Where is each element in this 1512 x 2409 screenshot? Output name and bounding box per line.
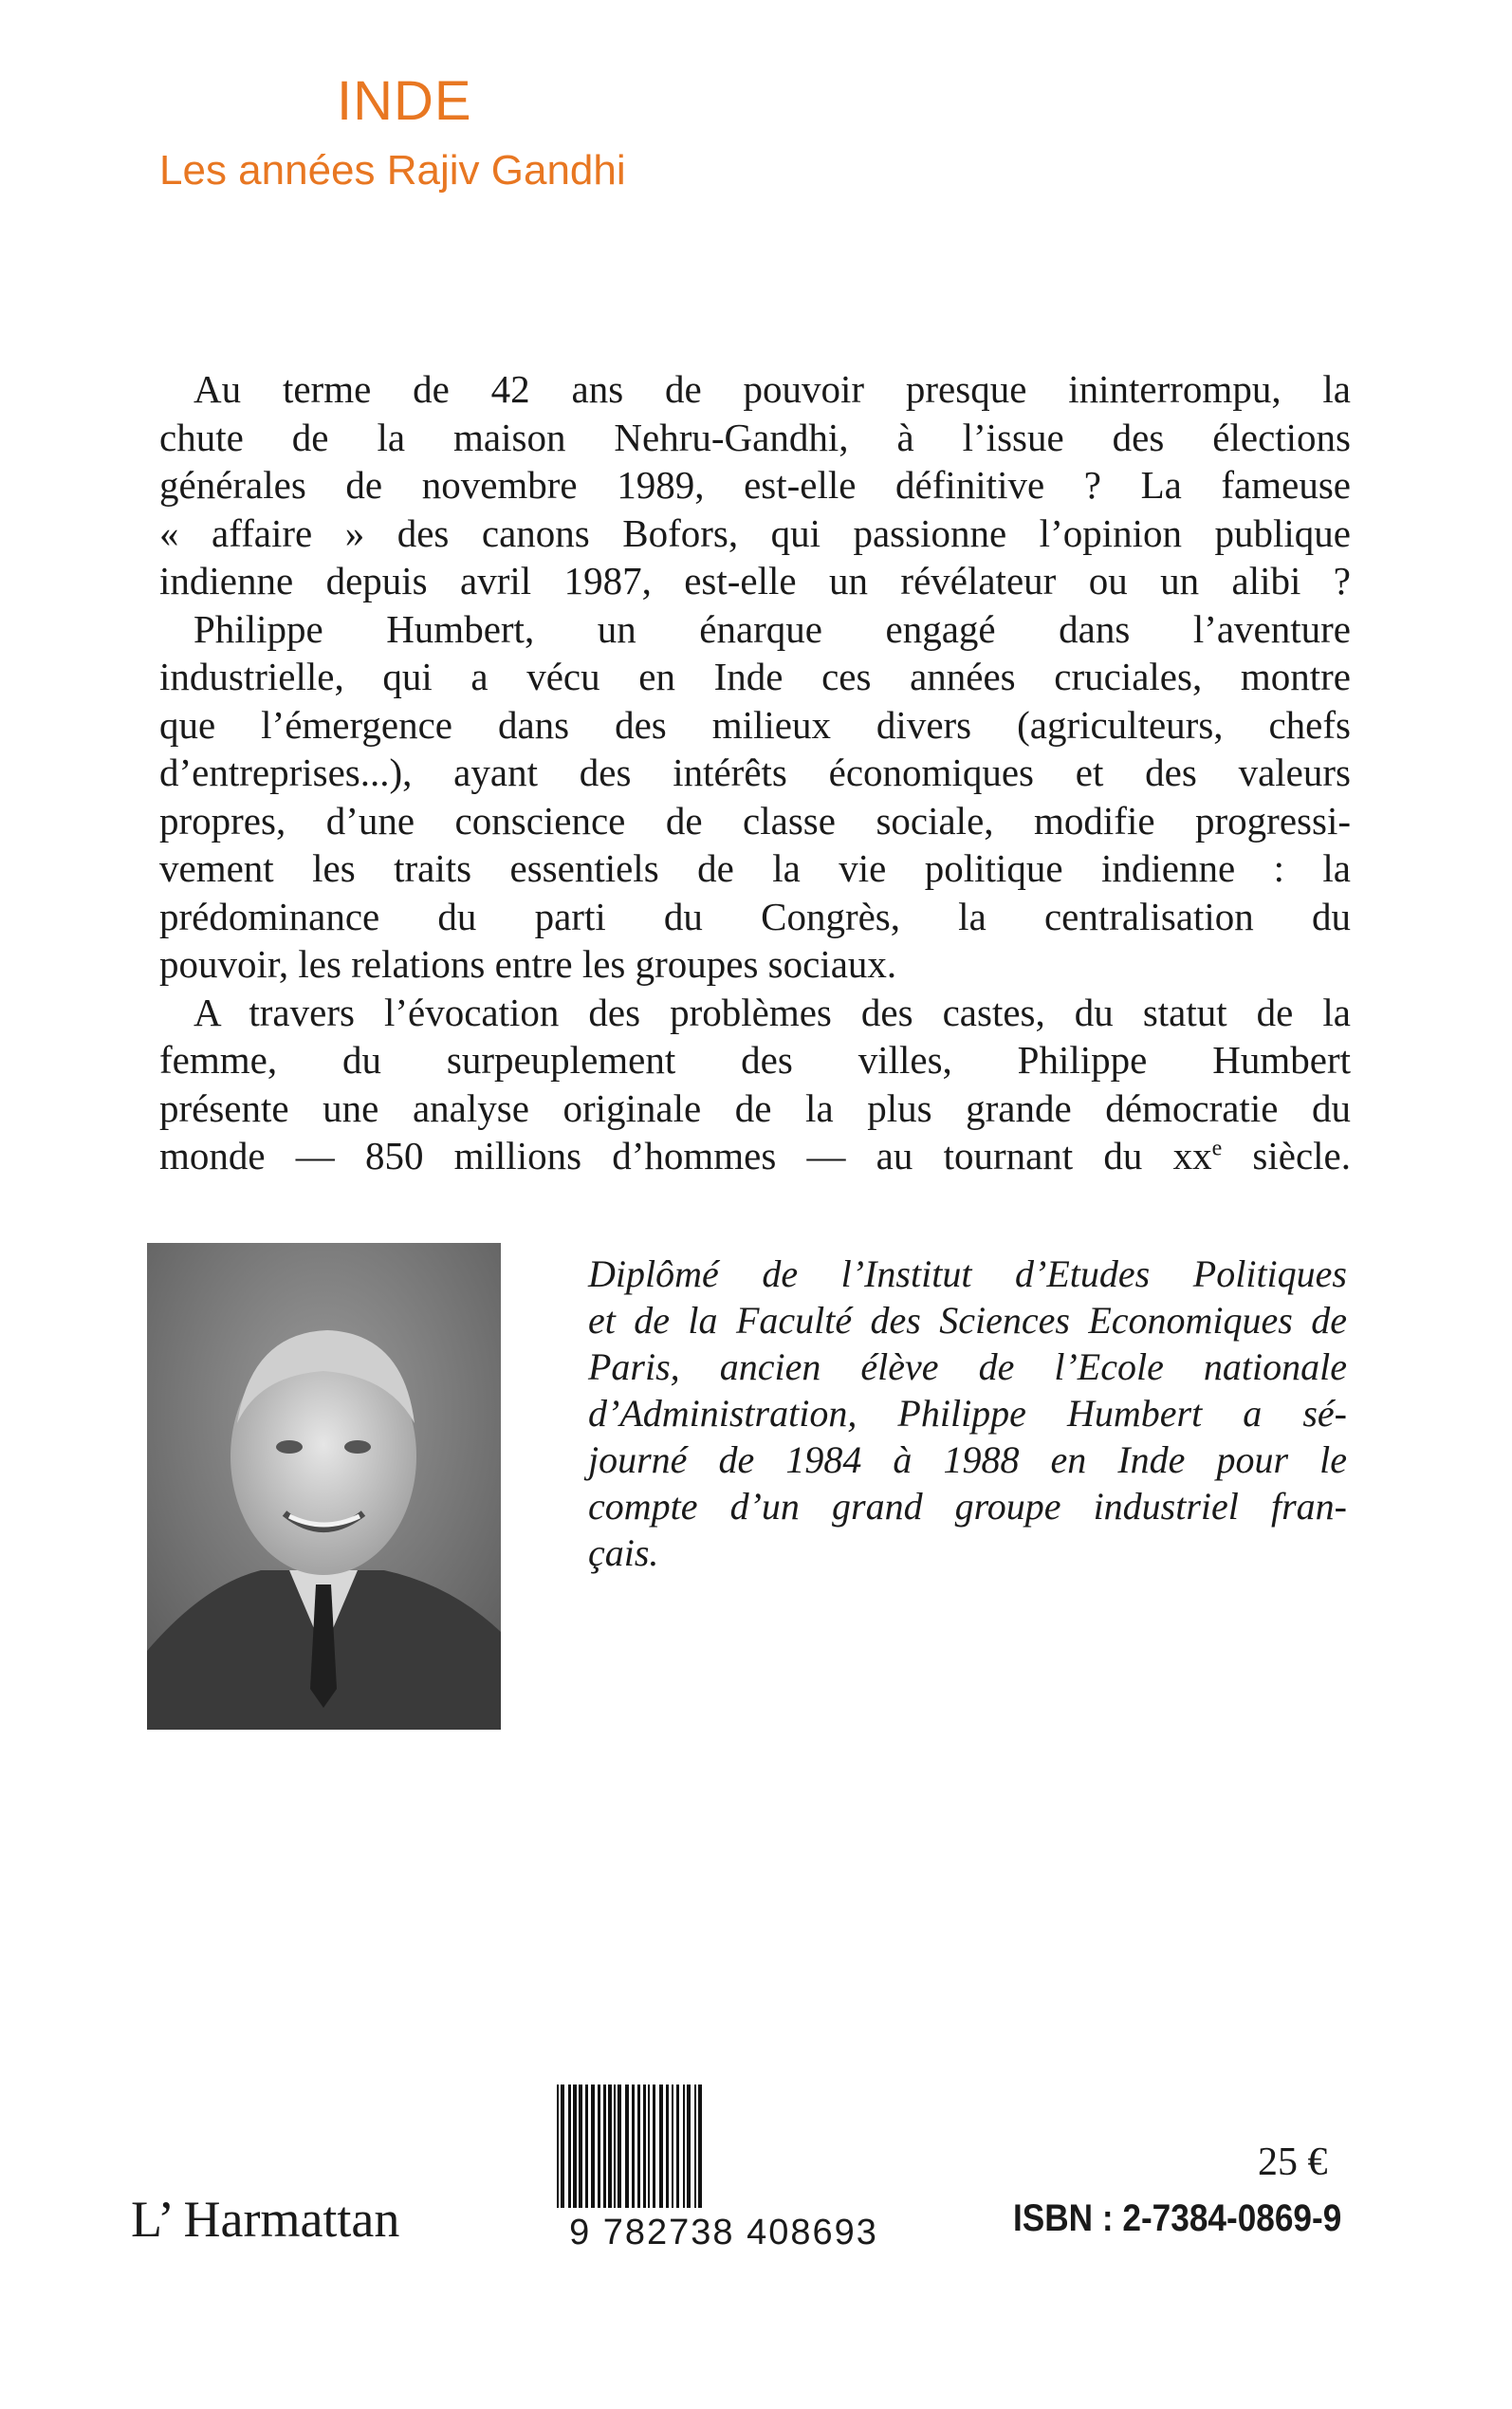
- summary-line: pouvoir, les relations entre les groupes sociaux.: [159, 942, 897, 986]
- book-subtitle: Les années Rajiv Gandhi: [159, 147, 626, 194]
- barcode-bar: [643, 2085, 646, 2208]
- summary-line: « affaire » des canons Bofors, qui passionne l’opinion publique: [159, 510, 1351, 555]
- barcode-bar: [666, 2085, 669, 2208]
- summary-line: vement les traits essentiels de la vie politique indienne : la: [159, 846, 1351, 890]
- barcode-bar: [579, 2085, 582, 2208]
- barcode-bar: [672, 2085, 673, 2208]
- barcode-bar: [648, 2085, 650, 2208]
- barcode-bar: [637, 2085, 640, 2208]
- bio-line: Diplômé de l’Institut d’Etudes Politiques: [588, 1252, 1347, 1295]
- isbn: ISBN : 2-7384-0869-9: [1013, 2197, 1342, 2239]
- bio-line: journé de 1984 à 1988 en Inde pour le: [588, 1438, 1347, 1481]
- author-photo: [147, 1243, 501, 1730]
- summary-line: indienne depuis avril 1987, est-elle un révélateur ou un alibi ?: [159, 559, 1351, 602]
- price: 25 €: [1258, 2140, 1328, 2184]
- barcode-bar: [614, 2085, 616, 2208]
- bio-line: Paris, ancien élève de l’Ecole nationale: [588, 1345, 1347, 1388]
- barcode-bar: [632, 2085, 635, 2208]
- summary-line: Au terme de 42 ans de pouvoir presque ininterrompu, la: [194, 367, 1351, 411]
- author-portrait-icon: [147, 1243, 501, 1730]
- summary-line: prédominance du parti du Congrès, la centralisation du: [159, 894, 1351, 938]
- summary-line: industrielle, qui a vécu en Inde ces années cruciales, montre: [159, 655, 1351, 698]
- summary-text: [159, 365, 1351, 1180]
- author-bio: [588, 1251, 1347, 1576]
- barcode-bar: [694, 2085, 696, 2208]
- barcode-bar: [561, 2085, 564, 2208]
- summary-line: Philippe Humbert, un énarque engagé dans l’aventure: [194, 606, 1351, 651]
- barcode-bar: [603, 2085, 606, 2208]
- barcode-bar: [676, 2085, 679, 2208]
- barcode-bar: [659, 2085, 663, 2208]
- barcode-bar: [598, 2085, 600, 2208]
- summary-last-line: monde — 850 millions d’hommes — au tournant du $xx^e$ siècle.: [159, 1134, 1351, 1177]
- bio-line: et de la Faculté des Sciences Economiques de: [588, 1299, 1347, 1342]
- barcode-bar: [683, 2085, 685, 2208]
- barcode-bar: [687, 2085, 691, 2208]
- bio-line: d’Administration, Philippe Humbert a sé-: [588, 1392, 1347, 1435]
- summary-line: que l’émergence dans des milieux divers (agriculteurs, chefs: [159, 702, 1351, 747]
- barcode-bar: [698, 2085, 702, 2208]
- summary-line: A travers l’évocation des problèmes des castes, du statut de la: [194, 990, 1351, 1034]
- barcode-bar: [653, 2085, 655, 2208]
- barcode-bar: [591, 2085, 595, 2208]
- publisher-name: L’ Harmattan: [131, 2191, 400, 2248]
- summary-line: d’entreprises...), ayant des intérêts économiques et des valeurs: [159, 750, 1351, 794]
- bio-line: compte d’un grand groupe industriel fran-: [588, 1485, 1347, 1528]
- bio-line: çais.: [588, 1531, 659, 1574]
- summary-line: propres, d’une conscience de classe sociale, modifie progressi-: [159, 798, 1351, 843]
- book-title: INDE: [337, 70, 472, 132]
- summary-line: chute de la maison Nehru-Gandhi, à l’issue des élections: [159, 415, 1351, 459]
- barcode-bar: [625, 2085, 629, 2208]
- barcode-bar: [585, 2085, 588, 2208]
- summary-line: générales de novembre 1989, est-elle définitive ? La fameuse: [159, 463, 1351, 507]
- barcode-bar: [557, 2085, 559, 2208]
- summary-line: présente une analyse originale de la plus grande démocratie du: [159, 1085, 1351, 1130]
- barcode-digits: 9 782738 408693: [569, 2213, 878, 2252]
- barcode-bar: [568, 2085, 571, 2208]
- barcode-bar: [608, 2085, 612, 2208]
- barcode-bar: [573, 2085, 577, 2208]
- barcode-icon: [553, 2085, 894, 2208]
- summary-line: femme, du surpeuplement des villes, Philippe Humbert: [159, 1038, 1351, 1082]
- barcode-bar: [618, 2085, 621, 2208]
